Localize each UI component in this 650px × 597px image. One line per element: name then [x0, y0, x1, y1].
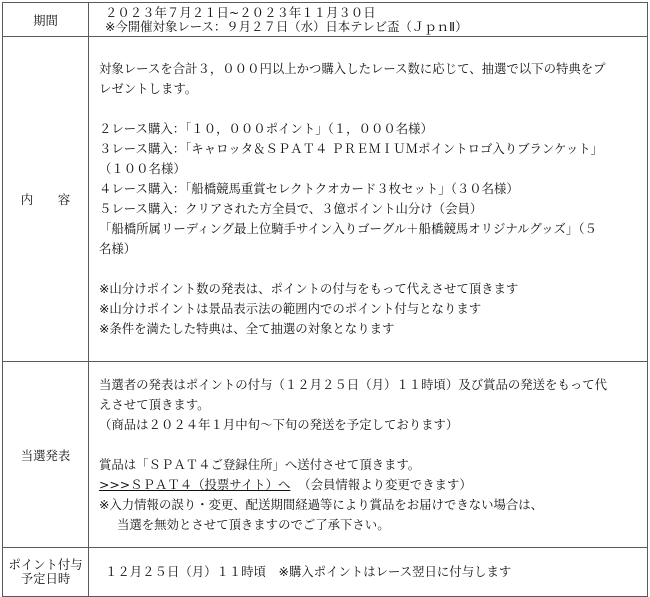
winner-line: 賞品は「ＳＰＡＴ４ご登録住所」へ送付させて頂きます。 — [99, 456, 421, 472]
content-line: ５レース購入：クリアされた方全員で、３億ポイント山分け（会員） — [99, 201, 483, 216]
points-label-line: ポイント付与 — [8, 557, 83, 572]
link-note: （会員情報より変更できます） — [298, 476, 472, 492]
winner-line — [99, 435, 647, 455]
content-line: ※山分けポイントは景品表示法の範囲内でのポイント付与となります — [99, 301, 482, 316]
winner-link-line — [99, 475, 647, 495]
winner-value — [89, 362, 648, 548]
period-line: ※今開催対象レース：９月２７日（水）日本テレビ盃（ＪｐｎⅡ） — [105, 18, 468, 34]
points-label-line: 予定日時 — [20, 571, 71, 586]
period-value — [89, 3, 648, 37]
content-line: レゼントします。 — [99, 81, 198, 96]
winner-label: 当選発表 — [3, 362, 89, 548]
spat4-site-link[interactable]: >>>ＳＰＡＴ４（投票サイト）へ — [99, 476, 291, 492]
points-row — [3, 548, 648, 597]
period-row — [3, 3, 648, 37]
points-label — [3, 548, 89, 597]
content-line: （１００名様） — [99, 161, 186, 176]
winner-row — [3, 362, 648, 548]
points-text: １２月２５日（月）１１時頃 ※購入ポイントはレース翌日に付与します — [105, 564, 512, 579]
content-line: 「船橋所属リーディング最上位騎手サイン入りゴーグル＋船橋競馬オリジナルグッズ」（５ — [99, 221, 597, 236]
content-line: 対象レースを合計３，０００円以上かつ購入したレース数に応じて、抽選で以下の特典をプ — [99, 61, 606, 76]
winner-line: （商品は２０２４年１月中旬～下旬の発送を予定しております） — [99, 416, 459, 432]
content-label: 内 容 — [3, 37, 89, 362]
points-value — [89, 548, 648, 597]
winner-note: 当選を無効とさせて頂きますのでご了承下さい。 — [117, 516, 390, 532]
winner-note: ※入力情報の誤り・変更、配送期間経過等により賞品をお届けできない場合は、 — [99, 496, 544, 512]
content-value — [89, 37, 648, 362]
period-label: 期間 — [3, 3, 89, 37]
content-line — [99, 99, 647, 119]
campaign-details-table — [2, 2, 648, 597]
content-line — [99, 259, 647, 279]
content-line: ４レース購入：「船橋競馬重賞セレクトクオカード３枚セット」（３０名様） — [99, 181, 519, 196]
content-line: ※山分けポイント数の発表は、ポイントの付与をもって代えさせて頂きます — [99, 281, 519, 296]
winner-line: えさせて頂きます。 — [99, 396, 210, 412]
content-line: 名様） — [99, 241, 137, 256]
period-line: ２０２３年７月２１日~２０２３年１１月３０日 — [105, 4, 376, 20]
winner-line: 当選者の発表はポイントの付与（１２月２５日（月）１１時頃）及び賞品の発送をもって代 — [99, 376, 608, 392]
content-line: ※条件を満たした特典は、全て抽選の対象となります — [99, 321, 395, 336]
content-line: ３レース購入：「キャロッタ＆ＳＰＡＴ４ ＰＲＥＭＩＵＭポイントロゴ入りブランケット」 — [99, 141, 604, 156]
content-line: ２レース購入：「１０，０００ポイント」（１，０００名様） — [99, 121, 433, 136]
content-row — [3, 37, 648, 362]
